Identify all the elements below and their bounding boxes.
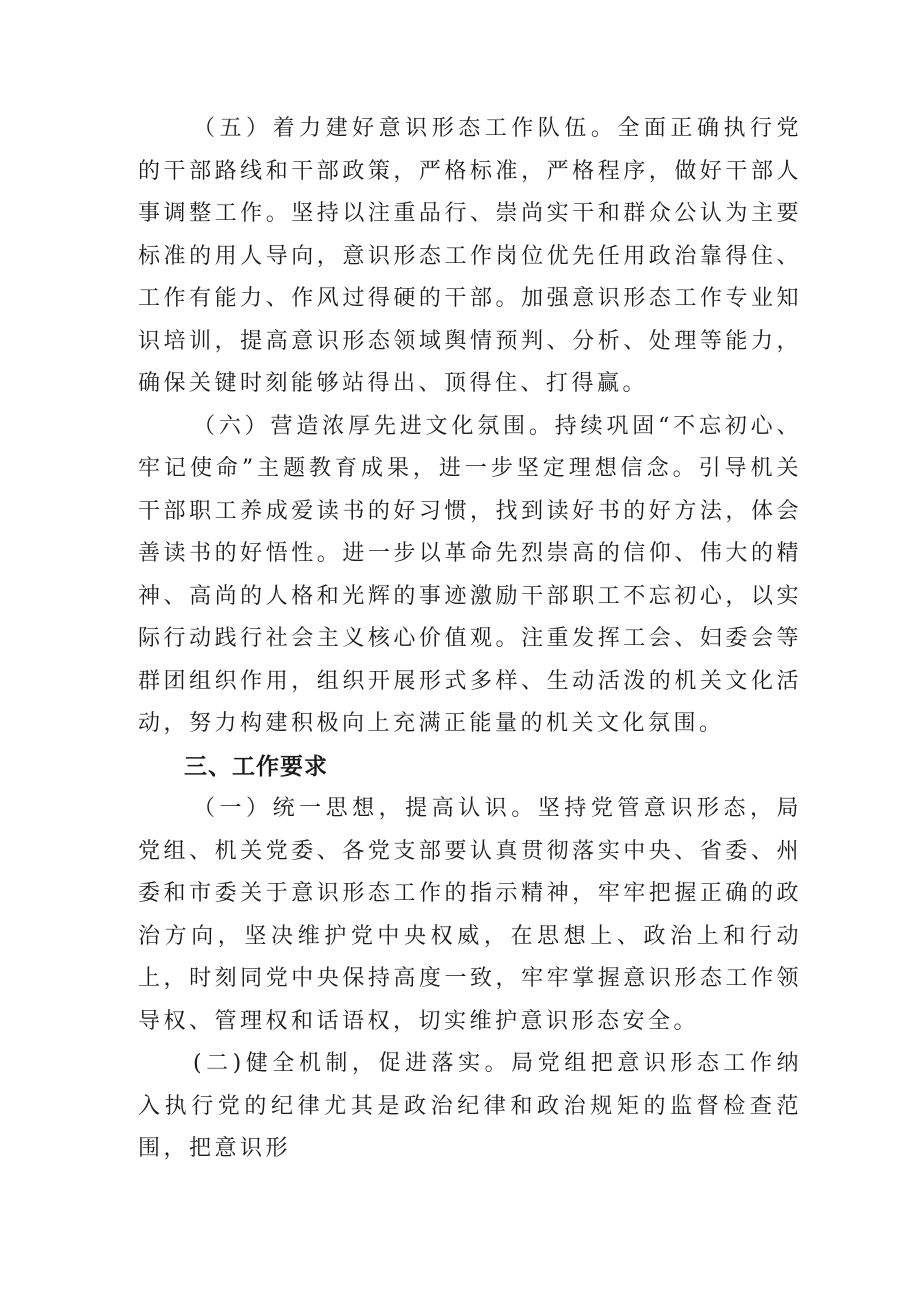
paragraph-five: （五）着力建好意识形态工作队伍。全面正确执行党的干部路线和干部政策，严格标准，严格程序，做好干部人事调整工作。坚持以注重品行、崇尚实干和群众公认为主要标准的用人导向，意识形态工作岗位优先任用政治靠得住、工作有能力、作风过得硬的干部。加强意识形态工作专业知识培训，提高意识形态领域舆情预判、分析、处理等能力，确保关键时刻能够站得出、顶得住、打得赢。 bbox=[138, 116, 802, 396]
paragraph-two: (二)健全机制，促进落实。局党组把意识形态工作纳入执行党的纪律尤其是政治纪律和政治规矩的监督检查范围，把意识形 bbox=[138, 1051, 802, 1161]
paragraph-one: （一）统一思想，提高认识。坚持党管意识形态，局党组、机关党委、各党支部要认真贯彻落实中央、省委、州委和市委关于意识形态工作的指示精神，牢牢把握正确的政治方向，坚决维护党中央权威，在思想上、政治上和行动上，时刻同党中央保持高度一致，牢牢掌握意识形态工作领导权、管理权和话语权，切实维护意识形态安全。 bbox=[138, 796, 802, 1034]
paragraph-six: （六）营造浓厚先进文化氛围。持续巩固“不忘初心、牢记使命”主题教育成果，进一步坚定理想信念。引导机关干部职工养成爱读书的好习惯，找到读好书的好方法，体会善读书的好悟性。进一步以革命先烈崇高的信仰、伟大的精神、高尚的人格和光辉的事迹激励干部职工不忘初心，以实际行动践行社会主义核心价值观。注重发挥工会、妇委会等群团组织作用，组织开展形式多样、生动活泼的机关文化活动，努力构建积极向上充满正能量的机关文化氛围。 bbox=[138, 413, 802, 736]
section-heading: 三、工作要求 bbox=[184, 753, 328, 780]
document-page bbox=[138, 108, 802, 1171]
